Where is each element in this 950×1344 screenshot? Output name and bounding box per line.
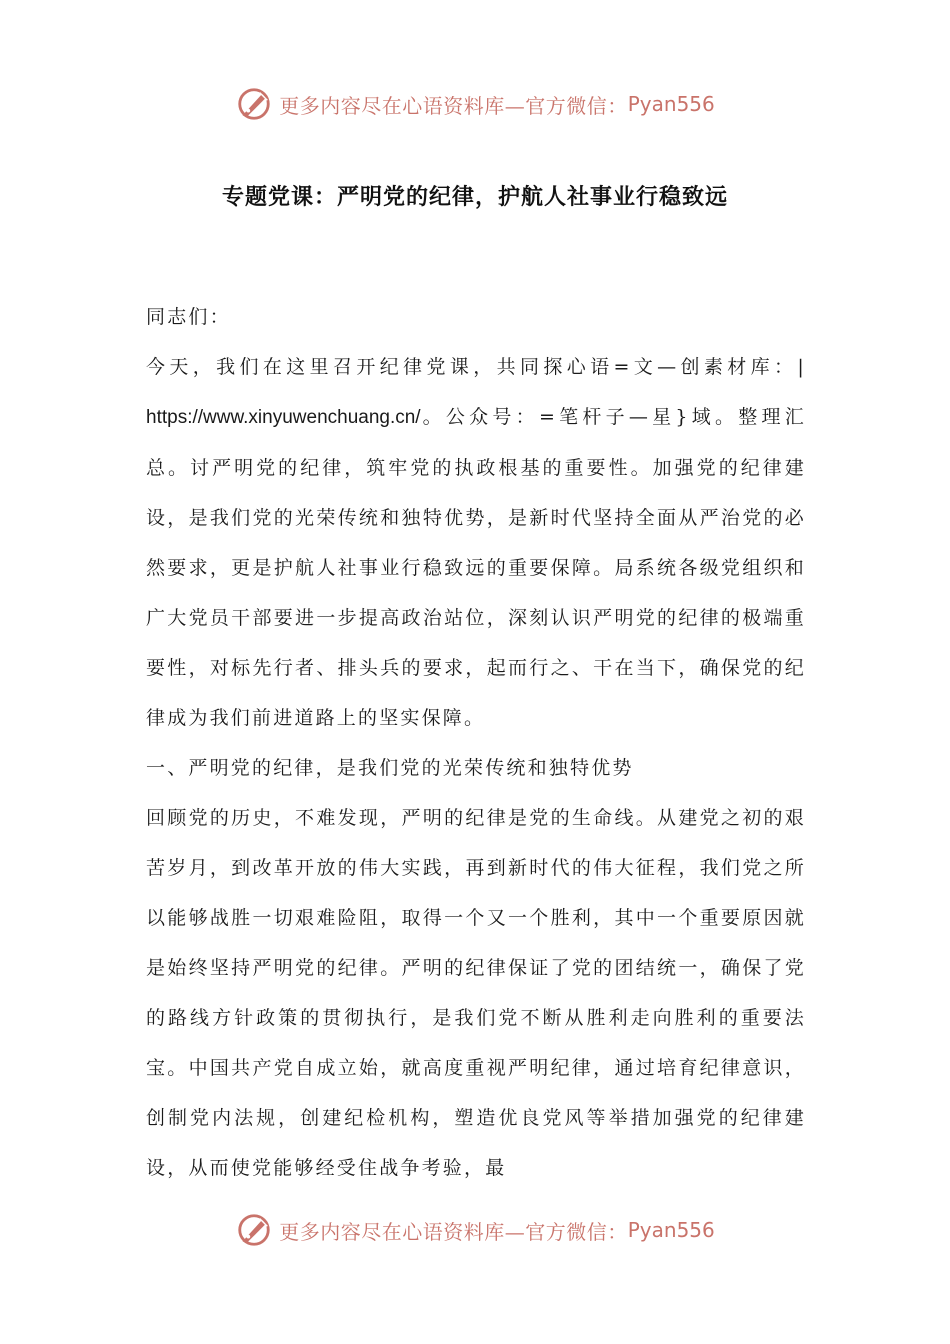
intro-paragraph	[146, 342, 806, 743]
section-heading: 一、严明党的纪律，是我们党的光荣传统和独特优势	[146, 757, 634, 779]
banner-promo-text: 更多内容尽在心语资料库—官方微信：	[279, 93, 628, 118]
banner-wechat-id: Pyan556	[627, 1218, 715, 1242]
pen-nib-logo-icon	[235, 1211, 273, 1249]
intro-text-before-url: 今天，我们在这里召开纪律党课，共同探心语=文—创素材库：|	[146, 356, 806, 378]
banner-wechat-id: Pyan556	[627, 92, 715, 116]
header-watermark-banner	[0, 82, 950, 126]
section-paragraph: 回顾党的历史，不难发现，严明的纪律是党的生命线。从建党之初的艰苦岁月，到改革开放的伟大实践，再到新时代的伟大征程，我们党之所以能够战胜一切艰难险阻，取得一个又一个胜利，其中一个重要原因就是始终坚持严明党的纪律。严明的纪律保证了党的团结统一，确保了党的路线方针政策的贯彻执行，是我们党不断从胜利走向胜利的重要法宝。中国共产党自成立始，就高度重视严明纪律，通过培育纪律意识，创制党内法规，创建纪检机构，塑造优良党风等举措加强党的纪律建设，从而使党能够经受住战争考验，最	[146, 807, 806, 1179]
intro-text-after-url: 。公众号：=笔杆子—星}域。整理汇总。讨严明党的纪律，筑牢党的执政根基的重要性。加强党的纪律建设，是我们党的光荣传统和独特优势，是新时代坚持全面从严治党的必然要求，更是护航人社事业行稳致远的重要保障。局系统各级党组织和广大党员干部要进一步提高政治站位，深刻认识严明党的纪律的极端重要性，对标先行者、排头兵的要求，起而行之、干在当下，确保党的纪律成为我们前进道路上的坚实保障。	[146, 406, 806, 729]
document-body	[146, 292, 806, 1193]
banner-promo-text: 更多内容尽在心语资料库—官方微信：	[279, 1219, 628, 1244]
footer-watermark-banner	[0, 1208, 950, 1252]
pen-nib-logo-icon	[235, 85, 273, 123]
salutation: 同志们：	[146, 306, 231, 328]
document-title: 专题党课：严明党的纪律，护航人社事业行稳致远	[221, 185, 728, 210]
source-url-link[interactable]: https://www.xinyuwenchuang.cn/	[146, 407, 421, 428]
